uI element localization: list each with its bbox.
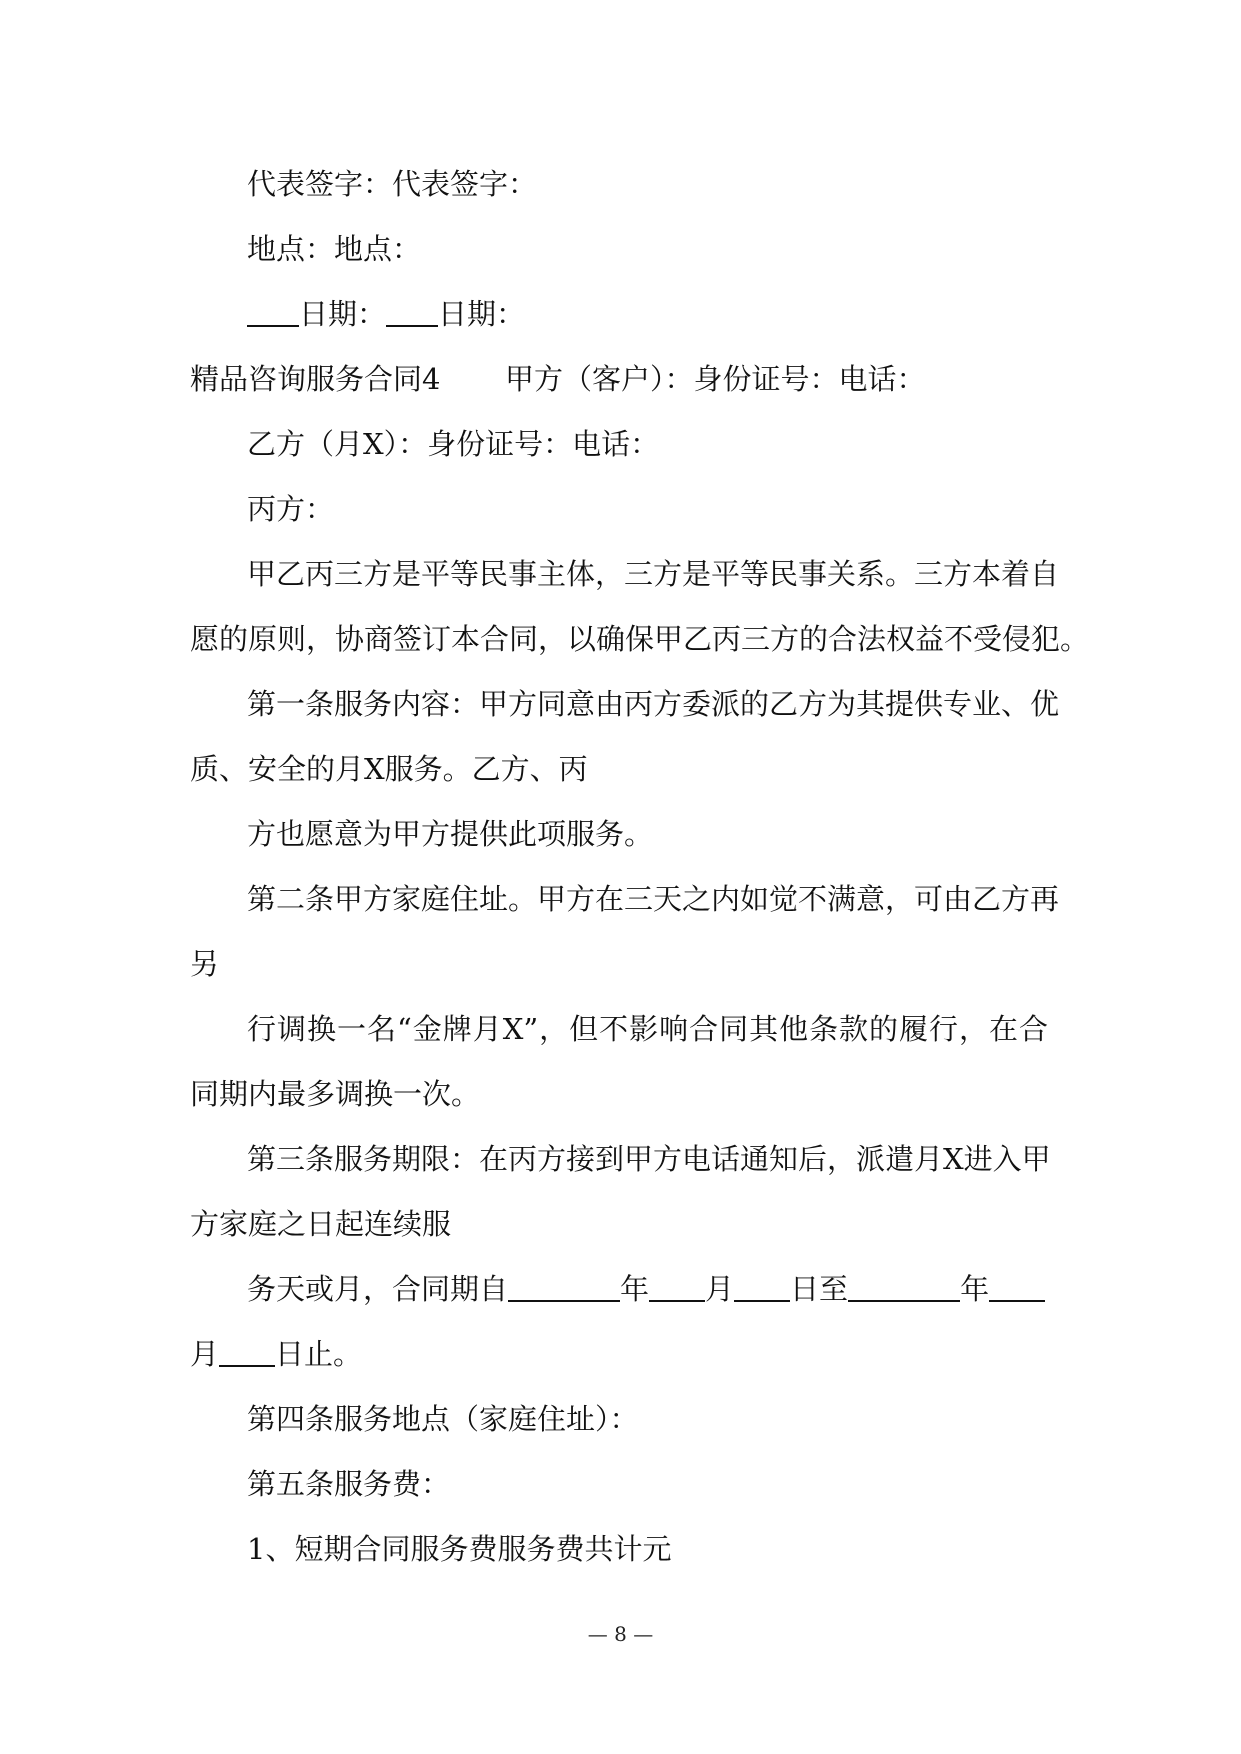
article-5-line: 第五条服务费：: [247, 1467, 451, 1501]
date-line: [247, 294, 525, 334]
article-4-line: 第四条服务地点（家庭住址）：: [247, 1402, 639, 1436]
article-1-line: 质、安全的月X服务。乙方、丙: [190, 752, 588, 786]
date-blank-a: [247, 299, 299, 327]
start-month-blank: [649, 1274, 705, 1302]
paragraph-line: 愿的原则，协商签订本合同，以确保甲乙丙三方的合法权益不受侵犯。: [190, 622, 1090, 656]
end-day-blank: [219, 1339, 275, 1367]
period-text: 务天或月，合同期自: [247, 1272, 509, 1306]
article-2-line: 行调换一名“金牌月X”，但不影响合同其他条款的履行，在合: [247, 1012, 1048, 1046]
date-label-b: 日期：: [438, 297, 526, 331]
month-label: 月: [705, 1272, 735, 1306]
party-c-line: 丙方：: [247, 492, 335, 526]
end-label: 日止。: [275, 1337, 363, 1371]
article-1-line: 方也愿意为甲方提供此项服务。: [247, 817, 654, 851]
date-blank-b: [386, 299, 438, 327]
signature-line: 代表签字：代表签字：: [247, 167, 538, 201]
start-year-blank: [508, 1274, 620, 1302]
page-number: — 8 —: [587, 1622, 654, 1646]
contract-title: 精品咨询服务合同4: [190, 362, 441, 396]
party-a-line: 甲方（客户）：身份证号：电话：: [505, 362, 926, 396]
article-2-line: 同期内最多调换一次。: [190, 1077, 481, 1111]
end-month-blank: [989, 1274, 1045, 1302]
year-label: 年: [620, 1272, 650, 1306]
article-5-item-1: 1、短期合同服务费服务费共计元: [247, 1532, 672, 1566]
contract-period-line: [247, 1269, 1045, 1309]
article-1-line: 第一条服务内容：甲方同意由丙方委派的乙方为其提供专业、优: [247, 687, 1060, 721]
start-day-blank: [734, 1274, 790, 1302]
article-3-line: 方家庭之日起连续服: [190, 1207, 452, 1241]
party-b-line: 乙方（月X）：身份证号：电话：: [247, 427, 660, 461]
contract-period-end-line: [190, 1334, 362, 1374]
place-line: 地点：地点：: [247, 232, 422, 266]
day-to-label: 日至: [790, 1272, 849, 1306]
article-2-line: 另: [190, 947, 220, 981]
year-label: 年: [960, 1272, 990, 1306]
article-3-line: 第三条服务期限：在丙方接到甲方电话通知后，派遣月X进入甲: [247, 1142, 1051, 1176]
date-label-a: 日期：: [299, 297, 387, 331]
month-label: 月: [190, 1337, 220, 1371]
paragraph-line: 甲乙丙三方是平等民事主体，三方是平等民事关系。三方本着自: [247, 557, 1060, 591]
end-year-blank: [848, 1274, 960, 1302]
article-2-line: 第二条甲方家庭住址。甲方在三天之内如觉不满意，可由乙方再: [247, 882, 1060, 916]
